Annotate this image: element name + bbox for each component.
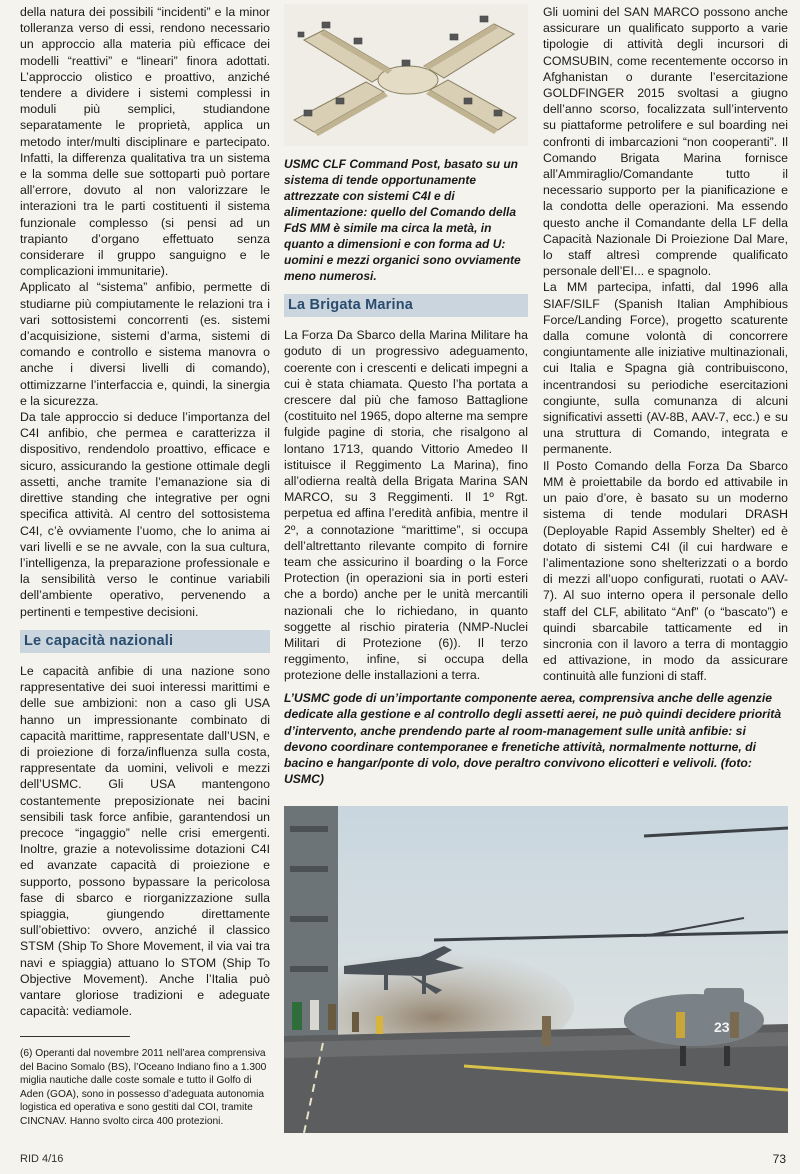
tent-command-post-image — [284, 4, 528, 146]
body-paragraph: La Forza Da Sbarco della Marina Militare ha goduto di un progressivo adeguamento, coerente con i crescenti e delicati impegni a cui è stata chiamata. Questo l’ha portata a crescere dal più che famoso Battaglione (costituito nel 1965, dopo alterne ma sempre fulgide pagine di storia, che risalgono al lontano 1713, quando Vittorio Amedeo II istituisce il Reggimento La Marina), fino all’odierna realtà della Brigata Marina SAN MARCO, su 3 Reggimenti. Il 1º Rgt. perpetua ed affina l’eredità anfibia, mentre il 2º, a connotazione “marittime”, si occupa dell’altrettanto rilevante compito di fornire team che assicurino il boarding o la Force Protection (in operazioni sia in porti esteri che a bordo) anche per le unità mercantili nazionali che lo richiedano, in quanto soggette al rischio pirateria (NMP-Nuclei Militari di Protezione (6)). Il terzo reggimento, infine, si occupa della protezione delle installazioni a terra. — [284, 328, 528, 683]
body-paragraph: Le capacità anfibie di una nazione sono rappresentative dei suoi interessi marittimi e delle sue ambizioni: non a caso gli USA hanno un impressionante combinato di capacità marittime, rappresentate dall’USN, e di proiezione di forza/influenza sulla costa, rappresentate da uomini, velivoli e mezzi dell’USMC. Gli USA mantengono costantemente preposizionate nei bacini sensibili task force anfibie, garantendosi un precoce “ingaggio” nelle crisi emergenti. Inoltre, grazie a notevolissime dotazioni C4I ed avanzate capacità di proiezione e supporto, possono bypassare la pericolosa fase di sbarco e riorganizzazione sulla spiaggia, giungendo direttamente sull’obiettivo: ovvero, anziché il classico STSM (Ship To Shore Movement, il via vai tra navi e spiaggia) attuano lo STOM (Ship To Objective Movement). Anche l’Italia può vantare gloriose tradizioni e adeguate capacità: vediamole. — [20, 663, 270, 1019]
flight-deck-photo — [284, 806, 788, 1133]
footnote-divider — [20, 1036, 130, 1037]
tail-number: 23 — [714, 1019, 730, 1035]
column-1 — [20, 4, 270, 1019]
body-paragraph: Il Posto Comando della Forza Da Sbarco MM è proiettabile da bordo ed attivabile in un paio d’ore, è basato su un moderno sistema di tende modulari DRASH (Deployable Rapid Assembly Shelter) ed è dotato di sistemi C4I (il cui hardware e l’alimentazione sono shelterizzati o a bordo di mezzi all’uopo configurati, ruotati o AAV-7). Al suo interno opera il personale dello staff del CLF, abilitato “Anf” (o “bascato”) e quindi sbarcabile tatticamente ed in sincronia con il lavoro a terra di montaggio ed attivazione, in modo da assicurare continuità alle funzioni di staff. — [543, 458, 788, 684]
body-paragraph: Applicato al “sistema” anfibio, permette di studiarne più compiutamente le relazioni tra i vari sottosistemi concorrenti (es. sistemi d’acquisizione, sistemi d’arma, sistemi di comando e controllo e sistema manovra o anche i diversi livelli di comando), ottimizzarne l’interfaccia e, quindi, la sinergia e la sicurezza. — [20, 280, 270, 408]
body-paragraph: La MM partecipa, infatti, dal 1996 alla SIAF/SILF (Spanish Italian Amphibious Force/Landing Force), progetto scaturente dalla comune volontà di concorrere congiuntamente alle iniziative multinazionali, cui Italia e Spagna già contribuiscono, incentrandosi su periodiche esercitazioni congiunte, sulla comunanza di alcuni significativi assetti (AV-8B, AAV-7, ecc.) e su una struttura di Comando, integrata e permanente. — [543, 280, 788, 457]
section-heading: Le capacità nazionali — [20, 630, 270, 653]
footnote: (6) Operanti dal novembre 2011 nell’area comprensiva del Bacino Somalo (BS), l’Oceano Indiano fino a 1.300 miglia nautiche dalle coste somale e tutto il Golfo di Aden (GOA), sono in possesso d’adeguata autonomia logistica ed operativa e sono gestiti dal COI, tramite CINCNAV. Hanno svolto circa 400 protezioni. — [20, 1048, 267, 1127]
column-3 — [543, 4, 788, 685]
page-number: 73 — [772, 1152, 786, 1166]
section-heading: La Brigata Marina — [284, 294, 528, 317]
body-paragraph: della natura dei possibili “incidenti” e la minor tolleranza verso di essi, rendono necessario un approccio alla materia più efficace dei modelli “reattivi” e “lineari” finora adottati. L’approccio olistico e proattivo, anziché tendere a dividere i sistemi complessi in moduli più semplici, studiandone separatamente le proprietà, applica un metodo inter/multi disciplinare e partecipato. Infatti, la differenza qualitativa tra un sistema e la somma delle sue sottoparti può portare all’errore, dovuto al non valorizzare le interazioni tra le parti costituenti il sistema funzionale complesso (si pensi ad un trapianto d’organo effettuato senza considerare il gruppo sanguigno e le complicazioni immunitarie). — [20, 5, 270, 279]
body-paragraph: Da tale approccio si deduce l’importanza del C4I anfibio, che permea e caratterizza il dispositivo, rendendolo proattivo, efficace e sicuro, assicurando la gestione ottimale degli assetti, anche tramite l’emanazione sia di direttive standing che integrative per ogni specifica attività. Al centro del sottosistema C4I, c’è ovviamente l’uomo, che lo anima ai vari livelli e se ne avvale, con la sua cultura, l’intelligenza, la preparazione professionale e la sensibilità verso le continue variabili dell’ambiente operativo, pervenendo a pertinenti e tempestive decisioni. — [20, 410, 270, 619]
body-paragraph: Gli uomini del SAN MARCO possono anche assicurare un qualificato supporto a varie tipologie di attività degli incursori di COMSUBIN, come recentemente occorso in Afghanistan o durante l’esercitazione GOLDFINGER 2015 svoltasi a giugno dell’anno scorso, focalizzata sull’intervento su piattaforme petrolifere e sul boarding nei confronti di imbarcazioni “non cooperanti”. Il Comando Brigata Marina fornisce all’Ammiraglio/Comandante tutto il necessario supporto per la pianificazione e la condotta delle operazioni. Ma essendo questo anche il Comandante della LF della Capacità Nazionale Di Proiezione Dal Mare, lo staff altresì comprende qualificato personale dell’EI... e spagnolo. — [543, 5, 788, 279]
image-caption: USMC CLF Command Post, basato su un sistema di tende opportunamente attrezzate con sistemi C4I e di alimentazione: quello del Comando della FdS MM è simile ma circa la metà, in quanto a dimensioni e con forma ad U: uomini e mezzi organici sono ovviamente meno numerosi. — [284, 157, 521, 283]
tent-illustration — [284, 4, 528, 146]
magazine-issue: RID 4/16 — [20, 1153, 64, 1165]
column-2 — [284, 4, 528, 684]
photo-caption: L’USMC gode di un’importante componente aerea, comprensiva anche delle agenzie dedicate alla gestione e al controllo degli assetti aerei, ne può quindi decidere priorità d’intervento, anche prendendo parte al room-management sulle unità anfibie: si devono coordinare contemporanee e frenetiche attività, normalmente notturne, di bacino e hangar/ponte di volo, dove peraltro convivono elicotteri e velivoli. (foto: USMC) — [284, 691, 782, 787]
flight-deck-illustration — [284, 806, 788, 1133]
